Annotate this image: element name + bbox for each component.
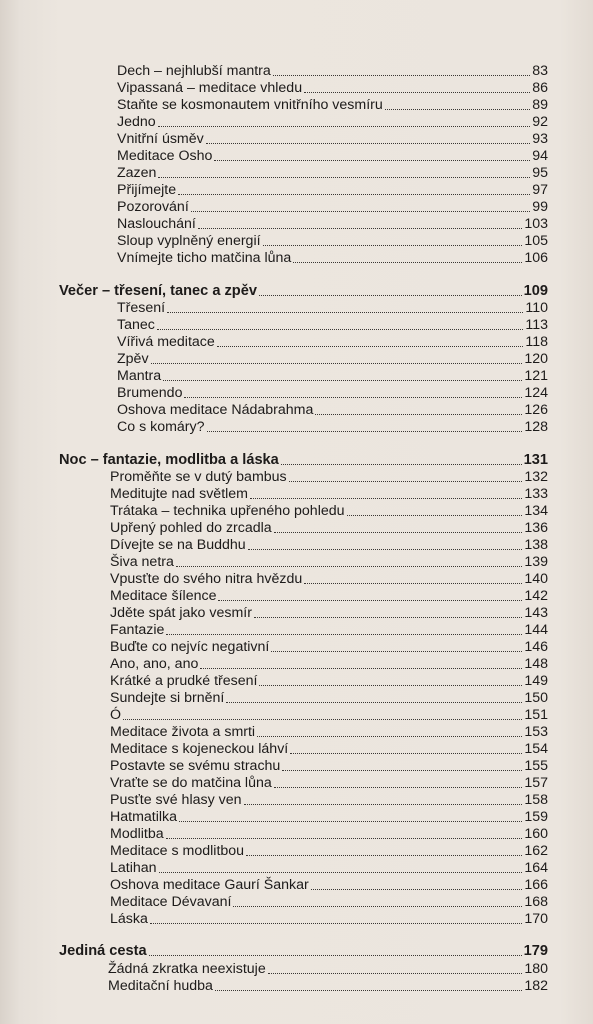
page-number: 149	[524, 673, 548, 689]
page-number: 105	[524, 233, 548, 249]
dot-leader	[290, 753, 522, 754]
entry-title: Meditujte nad světlem	[110, 486, 249, 502]
toc-entry	[110, 519, 548, 537]
page-number: 150	[524, 690, 548, 706]
dot-leader	[304, 92, 530, 93]
toc-entry	[110, 672, 548, 690]
entry-title: Dech – nejhlubší mantra	[117, 63, 271, 79]
page-number: 138	[524, 537, 548, 553]
entry-title: Dívejte se na Buddhu	[110, 537, 246, 553]
dot-leader	[166, 634, 522, 635]
toc-entry	[117, 198, 548, 216]
entry-title: Vnitřní úsměv	[117, 131, 204, 147]
section-title: Noc – fantazie, modlitba a láska	[59, 452, 279, 468]
toc-entry	[117, 401, 548, 419]
page-number: 110	[525, 300, 548, 316]
toc-entry	[117, 96, 548, 114]
entry-title: Oshova meditace Nádabrahma	[117, 402, 314, 418]
toc-entry	[110, 502, 548, 520]
dot-leader	[271, 651, 522, 652]
dot-leader	[218, 600, 522, 601]
dot-leader	[244, 804, 523, 805]
page-number: 94	[532, 148, 548, 164]
toc-entry	[117, 215, 548, 233]
toc-entry	[110, 655, 548, 673]
dot-leader	[259, 685, 522, 686]
page-number: 109	[523, 283, 548, 299]
toc-entry	[110, 638, 548, 656]
toc-entry	[110, 740, 548, 758]
section-title: Večer – třesení, tanec a zpěv	[59, 283, 257, 299]
dot-leader	[215, 990, 522, 991]
toc-entry	[117, 62, 548, 80]
dot-leader	[293, 262, 522, 263]
entry-title: Meditační hudba	[108, 978, 213, 994]
dot-leader	[259, 295, 522, 296]
dot-leader	[289, 481, 523, 482]
entry-title: Meditace s modlitbou	[110, 843, 245, 859]
entry-title: Meditace s kojeneckou láhví	[110, 741, 289, 757]
dot-leader	[257, 736, 522, 737]
dot-leader	[198, 228, 522, 229]
dot-leader	[176, 566, 522, 567]
page-number: 170	[524, 911, 548, 927]
toc-entry	[117, 147, 548, 165]
entry-title: Třesení	[117, 300, 166, 316]
entry-title: Fantazie	[110, 622, 165, 638]
page-number: 151	[524, 707, 548, 723]
page-number: 120	[524, 351, 548, 367]
dot-leader	[304, 583, 522, 584]
toc-section-heading	[59, 282, 548, 300]
entry-title: Trátaka – technika upřeného pohledu	[110, 503, 345, 519]
page-number: 153	[524, 724, 548, 740]
dot-leader	[184, 397, 522, 398]
page-number: 89	[532, 97, 548, 113]
entry-title: Žádná zkratka neexistuje	[108, 961, 266, 977]
entry-title: Pusťte své hlasy ven	[110, 792, 242, 808]
toc-entry	[110, 468, 548, 486]
dot-leader	[274, 532, 523, 533]
entry-title: Vířivá meditace	[117, 334, 215, 350]
entry-title: Vpusťte do svého nitra hvězdu	[110, 571, 303, 587]
entry-title: Vraťte se do matčina lůna	[110, 775, 272, 791]
page-number: 95	[532, 165, 548, 181]
dot-leader	[347, 515, 523, 516]
page-number: 118	[525, 334, 548, 350]
dot-leader	[149, 955, 522, 956]
toc-entry	[110, 808, 548, 826]
entry-title: Co s komáry?	[117, 419, 205, 435]
dot-leader	[315, 414, 522, 415]
page-number: 146	[524, 639, 548, 655]
dot-leader	[158, 177, 530, 178]
entry-title: Láska	[110, 911, 148, 927]
page-number: 180	[524, 961, 548, 977]
entry-title: Meditace Dévavaní	[110, 894, 232, 910]
toc-section-heading	[59, 942, 548, 960]
dot-leader	[250, 498, 522, 499]
entry-title: Jděte spát jako vesmír	[110, 605, 252, 621]
entry-title: Sundejte si brnění	[110, 690, 225, 706]
dot-leader	[167, 312, 523, 313]
toc-entry	[117, 418, 548, 436]
entry-title: Oshova meditace Gaurí Šankar	[110, 877, 309, 893]
toc-entry	[117, 384, 548, 402]
page-number: 155	[524, 758, 548, 774]
toc-entry	[110, 859, 548, 877]
entry-title: Latihan	[110, 860, 157, 876]
entry-title: Staňte se kosmonautem vnitřního vesmíru	[117, 97, 383, 113]
page-number: 106	[524, 250, 548, 266]
toc-entry	[110, 910, 548, 928]
entry-title: Postavte se svému strachu	[110, 758, 281, 774]
entry-title: Vipassaná – meditace vhledu	[117, 80, 303, 96]
entry-title: Pozorování	[117, 199, 189, 215]
toc-entry	[117, 181, 548, 199]
dot-leader	[191, 211, 530, 212]
entry-title: Tanec	[117, 317, 155, 333]
entry-title: Šiva netra	[110, 554, 174, 570]
toc-section-heading	[59, 451, 548, 469]
page-number: 182	[524, 978, 548, 994]
page-number: 93	[532, 131, 548, 147]
dot-leader	[178, 194, 530, 195]
dot-leader	[206, 143, 530, 144]
dot-leader	[151, 363, 523, 364]
toc-entry	[110, 689, 548, 707]
toc-entry	[117, 130, 548, 148]
entry-title: Meditace Osho	[117, 148, 213, 164]
entry-title: Naslouchání	[117, 216, 196, 232]
toc-entry	[117, 367, 548, 385]
page-number: 133	[524, 486, 548, 502]
entry-title: Meditace života a smrti	[110, 724, 256, 740]
page-number: 128	[524, 419, 548, 435]
section-title: Jediná cesta	[59, 943, 147, 959]
toc-entry	[117, 164, 548, 182]
entry-title: Přijímejte	[117, 182, 177, 198]
dot-leader	[246, 855, 522, 856]
page-number: 99	[532, 199, 548, 215]
toc-entry	[110, 536, 548, 554]
toc-entry	[110, 842, 548, 860]
toc-entry	[110, 706, 548, 724]
page-number: 97	[532, 182, 548, 198]
dot-leader	[158, 126, 531, 127]
entry-title: Sloup vyplněný energií	[117, 233, 261, 249]
page-number: 103	[524, 216, 548, 232]
dot-leader	[282, 770, 522, 771]
toc-entry	[110, 570, 548, 588]
dot-leader	[217, 346, 524, 347]
dot-leader	[274, 787, 523, 788]
dot-leader	[200, 668, 522, 669]
page-number: 164	[524, 860, 548, 876]
page-number: 113	[525, 317, 548, 333]
toc-entry	[117, 350, 548, 368]
page-number: 179	[523, 943, 548, 959]
page-number: 132	[524, 469, 548, 485]
toc-entry	[117, 232, 548, 250]
toc-entry	[110, 553, 548, 571]
entry-title: Brumendo	[117, 385, 183, 401]
toc-entry	[110, 825, 548, 843]
toc-entry	[117, 299, 548, 317]
entry-title: Krátké a prudké třesení	[110, 673, 258, 689]
entry-title: Mantra	[117, 368, 162, 384]
page-number: 134	[524, 503, 548, 519]
page-number: 136	[524, 520, 548, 536]
dot-leader	[254, 617, 522, 618]
entry-title: Vnímejte ticho matčina lůna	[117, 250, 292, 266]
dot-leader	[248, 549, 523, 550]
entry-title: Upřený pohled do zrcadla	[110, 520, 272, 536]
page-number: 124	[524, 385, 548, 401]
toc-entry	[110, 876, 548, 894]
dot-leader	[207, 431, 523, 432]
toc-entry	[117, 249, 548, 267]
page-number: 139	[524, 554, 548, 570]
toc-entry	[110, 791, 548, 809]
entry-title: Hatmatilka	[110, 809, 178, 825]
entry-title: Zpěv	[117, 351, 149, 367]
page-number: 157	[524, 775, 548, 791]
dot-leader	[273, 75, 530, 76]
dot-leader	[268, 973, 523, 974]
dot-leader	[226, 702, 522, 703]
dot-leader	[157, 329, 524, 330]
dot-leader	[179, 821, 522, 822]
dot-leader	[311, 889, 523, 890]
page-number: 158	[524, 792, 548, 808]
entry-title: Buďte co nejvíc negativní	[110, 639, 270, 655]
page-number: 166	[524, 877, 548, 893]
toc-entry	[117, 113, 548, 131]
toc-entry	[108, 960, 548, 978]
entry-title: Ó	[110, 707, 122, 723]
entry-title: Modlitba	[110, 826, 164, 842]
page-number: 142	[524, 588, 548, 604]
dot-leader	[385, 109, 530, 110]
page-number: 148	[524, 656, 548, 672]
dot-leader	[233, 906, 522, 907]
page-number: 144	[524, 622, 548, 638]
toc-entry	[110, 757, 548, 775]
toc-entry	[117, 79, 548, 97]
toc-entry	[117, 333, 548, 351]
entry-title: Proměňte se v dutý bambus	[110, 469, 287, 485]
dot-leader	[263, 245, 523, 246]
page-number: 160	[524, 826, 548, 842]
dot-leader	[159, 872, 523, 873]
toc-entry	[117, 316, 548, 334]
dot-leader	[163, 380, 522, 381]
dot-leader	[281, 464, 522, 465]
page-number: 121	[524, 368, 548, 384]
page-number: 92	[532, 114, 548, 130]
dot-leader	[123, 719, 522, 720]
toc-entry	[110, 723, 548, 741]
toc-entry	[110, 604, 548, 622]
page-number: 154	[524, 741, 548, 757]
entry-title: Meditace šílence	[110, 588, 217, 604]
page-number: 162	[524, 843, 548, 859]
page-number: 86	[532, 80, 548, 96]
entry-title: Zazen	[117, 165, 157, 181]
toc-entry	[110, 893, 548, 911]
entry-title: Ano, ano, ano	[110, 656, 199, 672]
page-number: 131	[523, 452, 548, 468]
dot-leader	[166, 838, 523, 839]
page-number: 159	[524, 809, 548, 825]
page-number: 143	[524, 605, 548, 621]
toc-entry	[110, 774, 548, 792]
entry-title: Jedno	[117, 114, 156, 130]
toc-entry	[110, 621, 548, 639]
page-number: 83	[532, 63, 548, 79]
page-number: 140	[524, 571, 548, 587]
dot-leader	[214, 160, 530, 161]
toc-entry	[110, 587, 548, 605]
dot-leader	[150, 923, 522, 924]
page-number: 126	[524, 402, 548, 418]
page-number: 168	[524, 894, 548, 910]
toc-entry	[108, 977, 548, 995]
toc-entry	[110, 485, 548, 503]
